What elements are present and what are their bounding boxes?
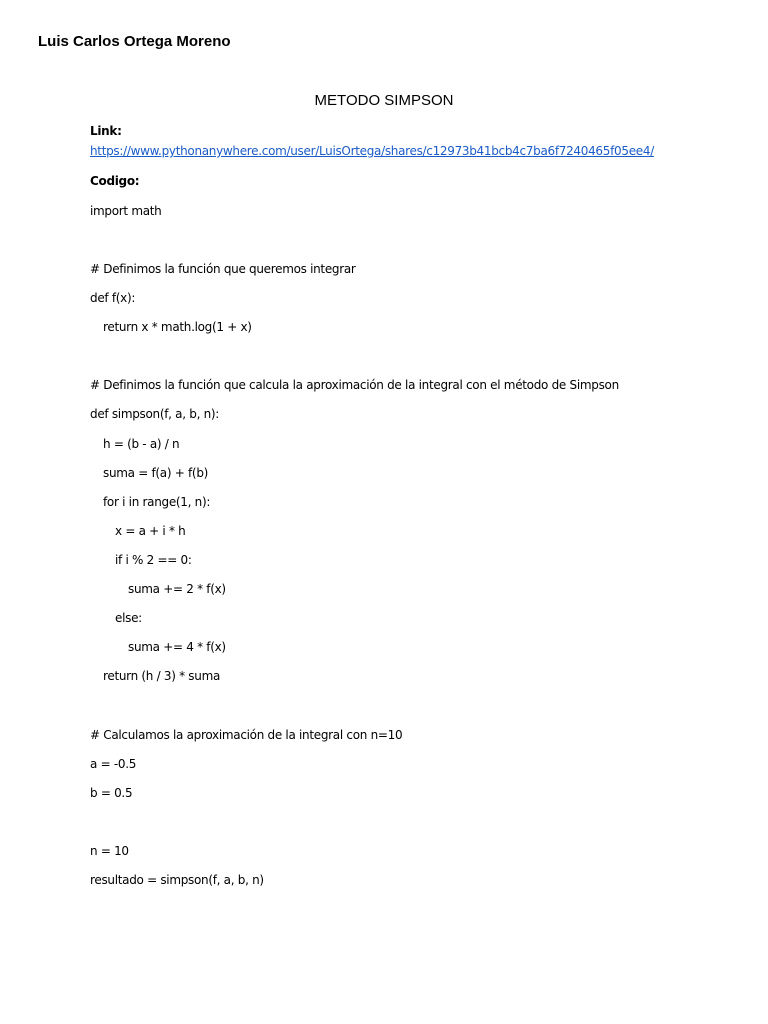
code-line: suma += 2 * f(x) [128, 582, 226, 596]
code-line: a = -0.5 [90, 757, 137, 771]
code-line: def simpson(f, a, b, n): [90, 407, 220, 421]
code-line: return x * math.log(1 + x) [103, 320, 252, 334]
code-line: h = (b - a) / n [103, 437, 180, 451]
code-line: suma = f(a) + f(b) [103, 466, 209, 480]
share-link[interactable]: https://www.pythonanywhere.com/user/LuisOrtega/shares/c12973b41bcb4c7ba6f7240465f05ee4/ [90, 144, 654, 158]
code-line: b = 0.5 [90, 786, 133, 800]
code-line: for i in range(1, n): [103, 495, 211, 509]
code-line: x = a + i * h [115, 524, 186, 538]
author-name: Luis Carlos Ortega Moreno [38, 33, 231, 50]
code-comment: # Calculamos la aproximación de la integral con n=10 [90, 728, 403, 742]
code-label: Codigo: [90, 174, 140, 188]
document-title: METODO SIMPSON [314, 92, 454, 109]
link-label: Link: [90, 124, 122, 138]
code-line: return (h / 3) * suma [103, 669, 221, 683]
code-line: n = 10 [90, 844, 129, 858]
code-line: import math [90, 204, 162, 218]
code-line: def f(x): [90, 291, 136, 305]
code-line: if i % 2 == 0: [115, 553, 192, 567]
code-line: else: [115, 611, 142, 625]
code-line: resultado = simpson(f, a, b, n) [90, 873, 264, 887]
code-comment: # Definimos la función que calcula la aproximación de la integral con el método de Simpson [90, 378, 619, 392]
code-line: suma += 4 * f(x) [128, 640, 226, 654]
code-comment: # Definimos la función que queremos integrar [90, 262, 356, 276]
